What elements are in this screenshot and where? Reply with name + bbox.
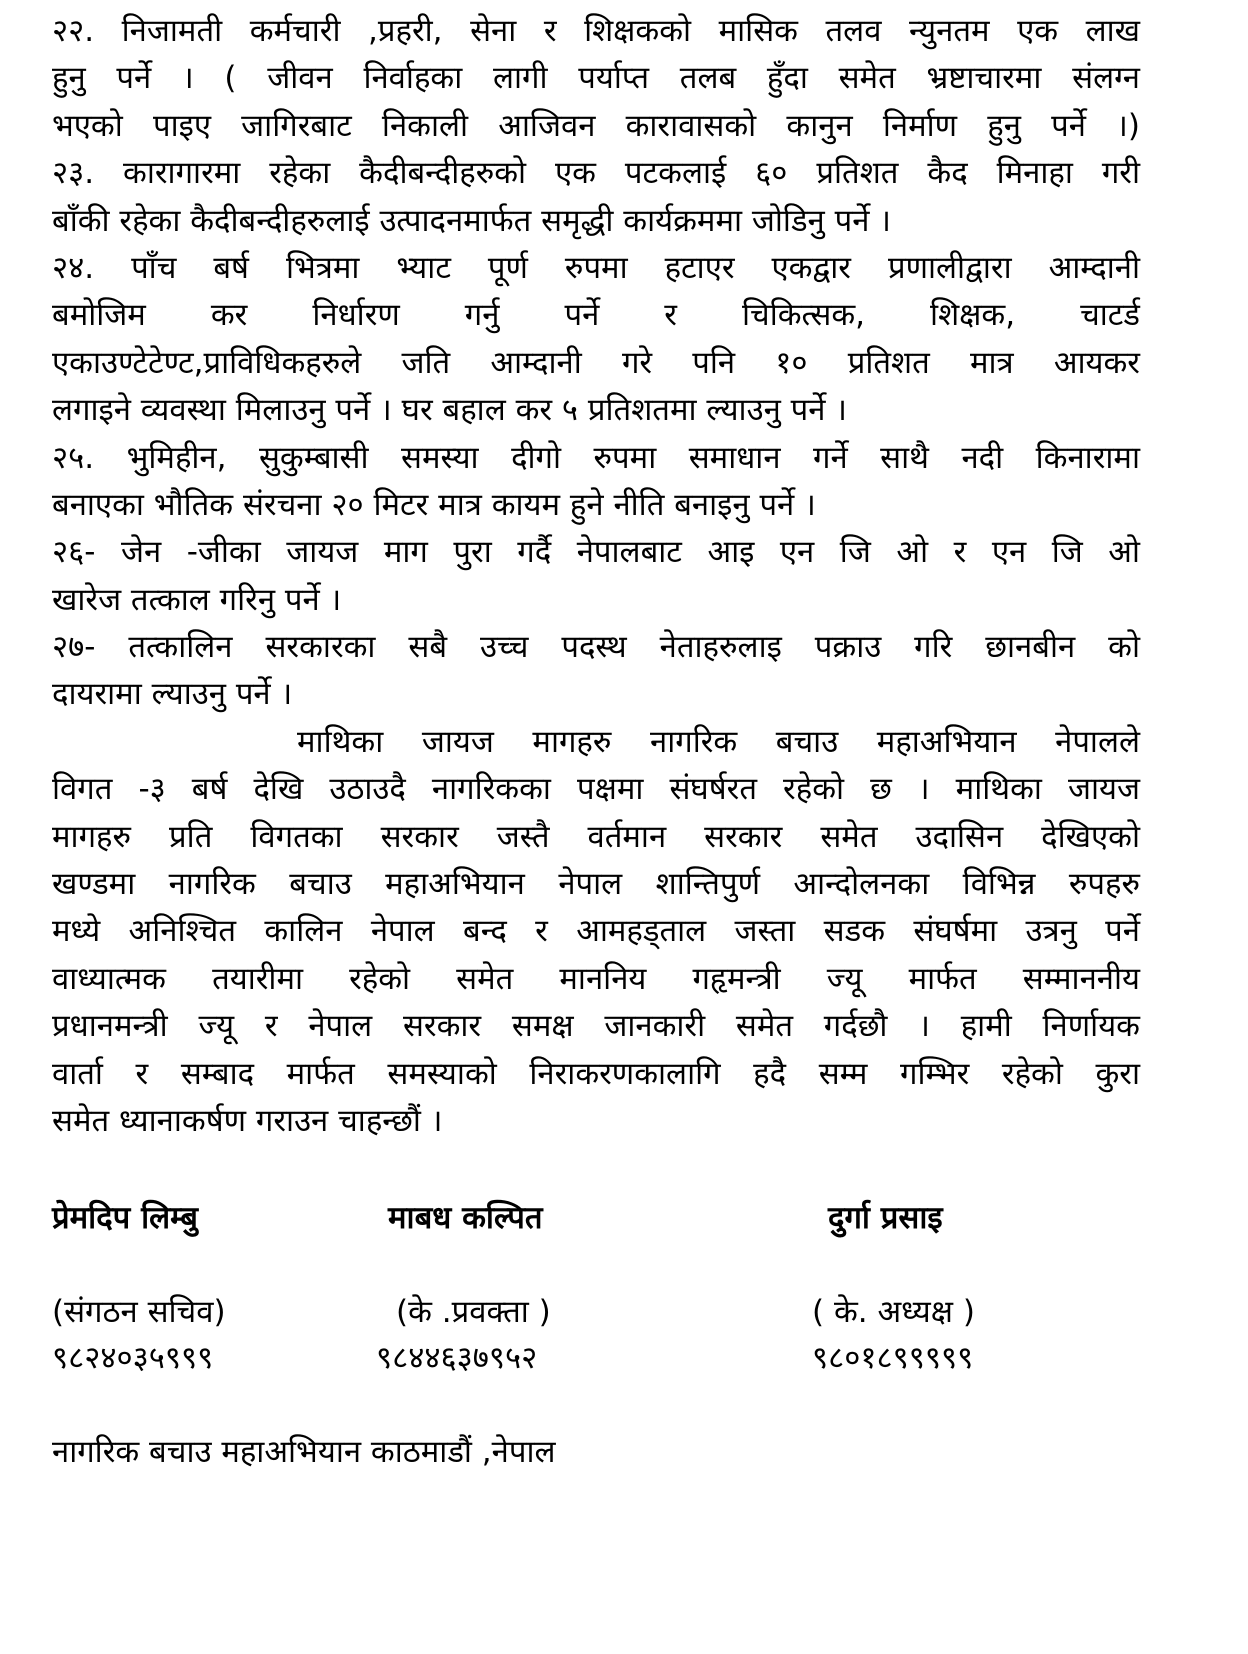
signatory-name: प्रेमदिप लिम्बु bbox=[52, 1200, 198, 1236]
signatory-name: दुर्गा प्रसाइ bbox=[828, 1200, 943, 1236]
signatory-name: माबध कल्पित bbox=[388, 1200, 543, 1236]
signatory-phone: ९८२४०३५९९९ bbox=[52, 1340, 214, 1376]
text-line: वार्ता र सम्बाद मार्फत समस्याको निराकरणकालागि हदै सम्म गम्भिर रहेको कुरा bbox=[52, 1055, 1140, 1092]
organization-footer: नागरिक बचाउ महाअभियान काठमाडौं ,नेपाल bbox=[52, 1434, 556, 1470]
text-line: लगाइने व्यवस्था मिलाउनु पर्ने । घर बहाल कर ५ प्रतिशतमा ल्याउनु पर्ने । bbox=[52, 392, 848, 429]
text-line: बमोजिम कर निर्धारण गर्नु पर्ने र चिकित्सक, शिक्षक, चाटर्ड bbox=[52, 297, 1140, 334]
text-line: समेत ध्यानाकर्षण गराउन चाहन्छौं । bbox=[52, 1102, 443, 1139]
signatory-role: ( के. अध्यक्ष ) bbox=[812, 1294, 975, 1330]
text-line: मध्ये अनिश्चित कालिन नेपाल बन्द र आमहड्ताल जस्ता सडक संघर्षमा उत्रनु पर्ने bbox=[52, 913, 1140, 950]
text-line: भएको पाइए जागिरबाट निकाली आजिवन कारावासको कानुन निर्माण हुनु पर्ने ।) bbox=[52, 107, 1140, 144]
text-line: विगत -३ बर्ष देखि उठाउदै नागरिकका पक्षमा संघर्षरत रहेको छ । माथिका जायज bbox=[52, 771, 1140, 808]
text-line: २२. निजामती कर्मचारी ,प्रहरी, सेना र शिक्षकको मासिक तलव न्युनतम एक लाख bbox=[52, 13, 1140, 49]
text-line: २५. भुमिहीन, सुकुम्बासी समस्या दीगो रुपमा समाधान गर्ने साथै नदी किनारामा bbox=[52, 439, 1140, 476]
text-line: २६- जेन -जीका जायज माग पुरा गर्दै नेपालबाट आइ एन जि ओ र एन जि ओ bbox=[52, 534, 1140, 571]
text-line: एकाउण्टेटेण्ट,प्राविधिकहरुले जति आम्दानी गरे पनि १० प्रतिशत मात्र आयकर bbox=[52, 344, 1140, 381]
text-line: प्रधानमन्त्री ज्यू र नेपाल सरकार समक्ष जानकारी समेत गर्दछौ । हामी निर्णायक bbox=[52, 1008, 1140, 1045]
text-line: मागहरु प्रति विगतका सरकार जस्तै वर्तमान सरकार समेत उदासिन देखिएको bbox=[52, 818, 1140, 855]
signatory-role: (संगठन सचिव) bbox=[52, 1294, 226, 1330]
text-line: खण्डमा नागरिक बचाउ महाअभियान नेपाल शान्तिपुर्ण आन्दोलनका विभिन्न रुपहरु bbox=[52, 866, 1140, 903]
text-line: वाध्यात्मक तयारीमा रहेको समेत माननिय गहृमन्त्री ज्यू मार्फत सम्माननीय bbox=[52, 960, 1140, 997]
signatory-phone: ९८४४६३७९५२ bbox=[376, 1340, 538, 1376]
text-line: २७- तत्कालिन सरकारका सबै उच्च पदस्थ नेताहरुलाइ पक्राउ गरि छानबीन को bbox=[52, 629, 1140, 666]
text-line: बनाएका भौतिक संरचना २० मिटर मात्र कायम हुने नीति बनाइनु पर्ने । bbox=[52, 486, 816, 523]
text-line: बाँकी रहेका कैदीबन्दीहरुलाई उत्पादनमार्फत समृद्धी कार्यक्रममा जोडिनु पर्ने । bbox=[52, 202, 892, 239]
document-body bbox=[52, 8, 1140, 1145]
text-line: दायरामा ल्याउनु पर्ने । bbox=[52, 676, 293, 713]
text-line: माथिका जायज मागहरु नागरिक बचाउ महाअभियान नेपालले bbox=[297, 723, 1140, 760]
signatory-role: (के .प्रवक्ता ) bbox=[396, 1294, 551, 1330]
text-line: हुनु पर्ने । ( जीवन निर्वाहका लागी पर्याप्त तलब हुँदा समेत भ्रष्टाचारमा संलग्न bbox=[52, 60, 1140, 97]
text-line: खारेज तत्काल गरिनु पर्ने । bbox=[52, 581, 342, 618]
text-line: २३. कारागारमा रहेका कैदीबन्दीहरुको एक पटकलाई ६० प्रतिशत कैद मिनाहा गरी bbox=[52, 155, 1140, 192]
text-line: २४. पाँच बर्ष भित्रमा भ्याट पूर्ण रुपमा हटाएर एकद्वार प्रणालीद्वारा आम्दानी bbox=[52, 249, 1140, 286]
signatory-phone: ९८०१८९९९९९ bbox=[812, 1340, 974, 1376]
